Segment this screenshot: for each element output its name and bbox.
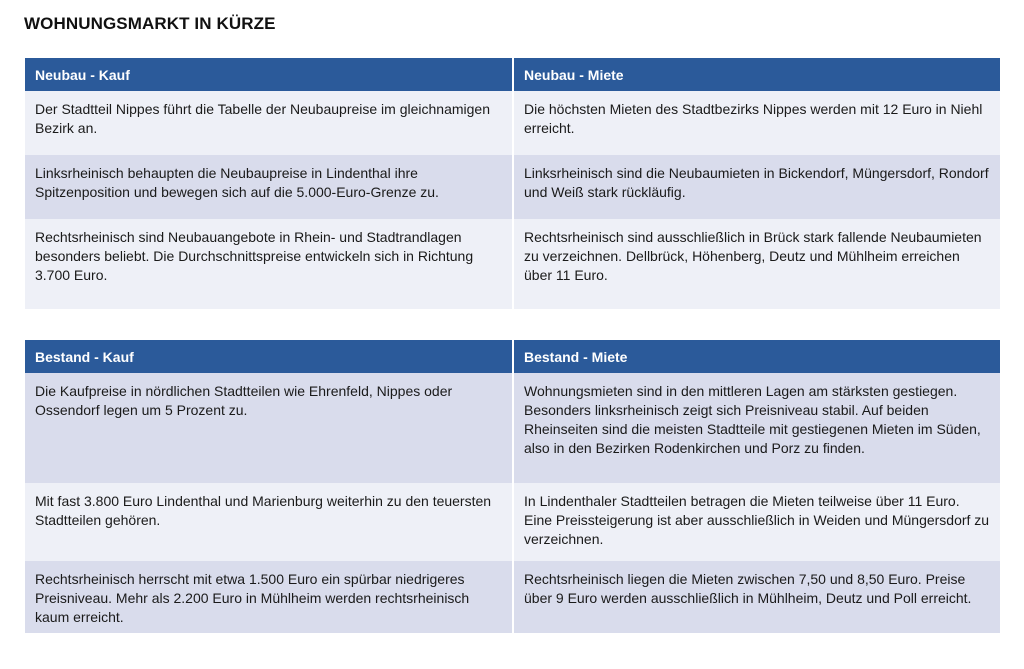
bestand-header-row (25, 340, 1000, 373)
neubau-kauf-header: Neubau - Kauf (25, 58, 513, 91)
bestand-kauf-cell: Die Kaufpreise in nördlichen Stadtteilen wie Ehrenfeld, Nippes oder Ossendorf legen um 5 Prozent zu. (25, 373, 513, 483)
neubau-miete-cell: Die höchsten Mieten des Stadtbezirks Nippes werden mit 12 Euro in Niehl erreicht. (513, 91, 1000, 155)
neubau-table (25, 58, 1000, 309)
table-row (25, 155, 1000, 219)
table-row (25, 91, 1000, 155)
page-title: WOHNUNGSMARKT IN KÜRZE (24, 14, 276, 33)
neubau-header-row (25, 58, 1000, 91)
neubau-kauf-cell: Rechtsrheinisch sind Neubauangebote in Rhein- und Stadtrandlagen besonders beliebt. Die Durchschnittspreise entwickeln sich in Richtung 3.700 Euro. (25, 219, 513, 309)
table-row (25, 219, 1000, 309)
bestand-miete-header: Bestand - Miete (513, 340, 1000, 373)
bestand-miete-cell: Rechtsrheinisch liegen die Mieten zwischen 7,50 und 8,50 Euro. Preise über 9 Euro werden ausschließlich in Mühlheim, Deutz und Poll erreicht. (513, 561, 1000, 633)
table-row (25, 373, 1000, 483)
neubau-miete-cell: Linksrheinisch sind die Neubaumieten in Bickendorf, Müngersdorf, Rondorf und Weiß stark rückläufig. (513, 155, 1000, 219)
neubau-kauf-cell: Linksrheinisch behaupten die Neubaupreise in Lindenthal ihre Spitzenposition und bewegen sich auf die 5.000-Euro-Grenze zu. (25, 155, 513, 219)
bestand-table (25, 340, 1000, 633)
bestand-miete-cell: In Lindenthaler Stadtteilen betragen die Mieten teilweise über 11 Euro. Eine Preissteigerung ist aber ausschließlich in Weiden und Müngersdorf zu verzeichnen. (513, 483, 1000, 561)
neubau-miete-cell: Rechtsrheinisch sind ausschließlich in Brück stark fallende Neubaumieten zu verzeichnen. Dellbrück, Höhenberg, Deutz und Mühlheim erreichen über 11 Euro. (513, 219, 1000, 309)
bestand-miete-cell: Wohnungsmieten sind in den mittleren Lagen am stärksten gestiegen. Besonders linksrheinisch zeigt sich Preisniveau stabil. Auf beiden Rheinseiten sind die meisten Stadtteile mit gestiegenen Mieten im Süden, also in den Bezirken Rodenkirchen und Porz zu finden. (513, 373, 1000, 483)
neubau-kauf-cell: Der Stadtteil Nippes führt die Tabelle der Neubaupreise im gleichnamigen Bezirk an. (25, 91, 513, 155)
table-row (25, 561, 1000, 633)
table-row (25, 483, 1000, 561)
bestand-kauf-cell: Mit fast 3.800 Euro Lindenthal und Marienburg weiterhin zu den teuersten Stadtteilen gehören. (25, 483, 513, 561)
bestand-kauf-cell: Rechtsrheinisch herrscht mit etwa 1.500 Euro ein spürbar niedrigeres Preisniveau. Mehr als 2.200 Euro in Mühlheim werden rechtsrheinisch kaum erreicht. (25, 561, 513, 633)
neubau-miete-header: Neubau - Miete (513, 58, 1000, 91)
bestand-kauf-header: Bestand - Kauf (25, 340, 513, 373)
